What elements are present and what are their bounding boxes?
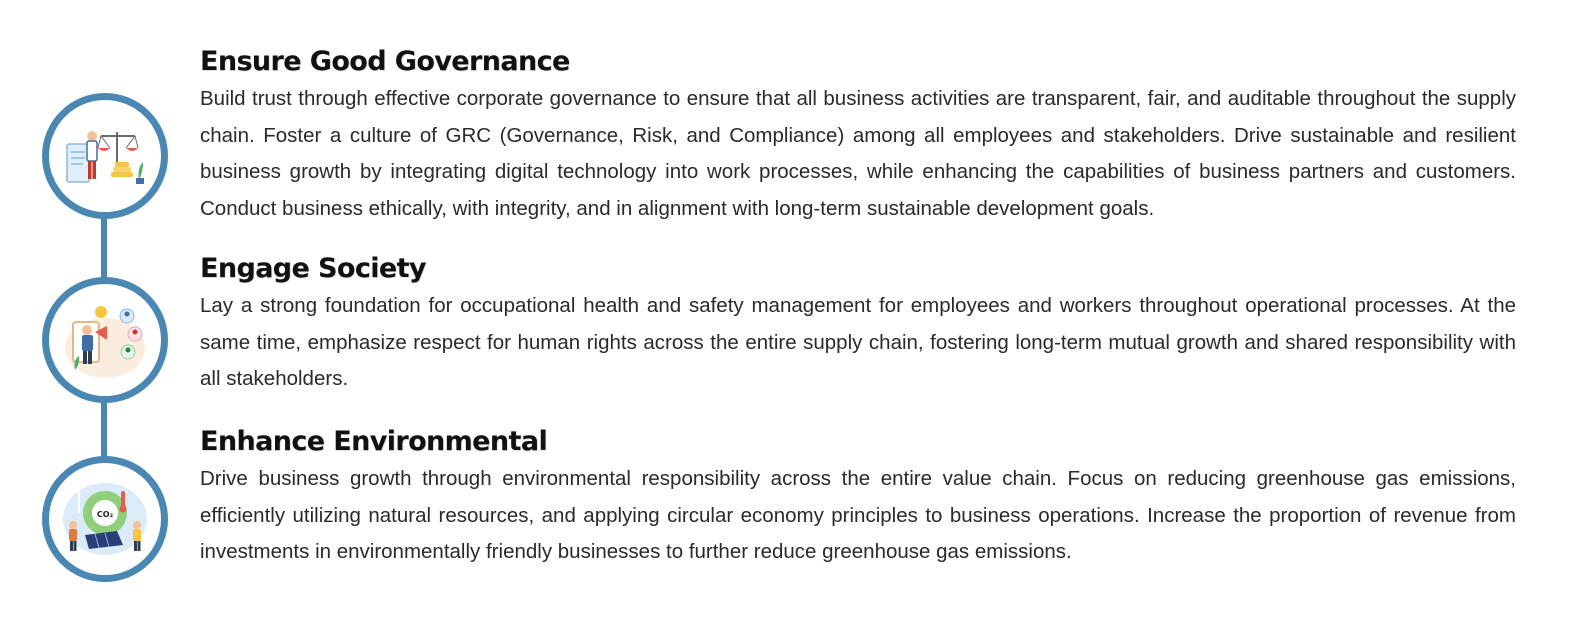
section-title: Engage Society (200, 253, 426, 284)
co2-label: CO₂ (96, 510, 114, 519)
timeline-connector-2 (101, 398, 107, 460)
section-body: Drive business growth through environmental responsibility across the entire value chain. Focus on reducing greenhouse gas emissions, efficiently utilizing natural resources, and applying circular economy principles to business operations. Increase the proportion of revenue from investments in environmentally friendly businesses to further reduce greenhouse gas emissions. (200, 467, 1516, 563)
environment-icon-circle (42, 456, 168, 582)
section-governance (200, 45, 1516, 227)
society-icon-circle (42, 277, 168, 403)
environment-co2-icon (55, 469, 155, 569)
section-environment (200, 425, 1516, 571)
governance-icon-circle (42, 93, 168, 219)
section-body: Lay a strong foundation for occupational health and safety management for employees and workers throughout operational processes. At the same time, emphasize respect for human rights across the entire supply chain, fostering long-term mutual growth and shared responsibility with all stakeholders. (200, 294, 1516, 390)
section-society (200, 252, 1516, 398)
governance-justice-icon (55, 106, 155, 206)
community-megaphone-icon (55, 290, 155, 390)
section-title: Enhance Environmental (200, 426, 548, 457)
timeline-connector-1 (101, 214, 107, 280)
section-body: Build trust through effective corporate governance to ensure that all business activities are transparent, fair, and auditable throughout the supply chain. Foster a culture of GRC (Governance, Risk, and Compliance) among all employees and stakeholders. Drive sustainable and resilient business growth by integrating digital technology into work processes, while enhancing the capabilities of business partners and customers. Conduct business ethically, with integrity, and in alignment with long-term sustainable development goals. (200, 87, 1516, 220)
section-title: Ensure Good Governance (200, 46, 570, 77)
